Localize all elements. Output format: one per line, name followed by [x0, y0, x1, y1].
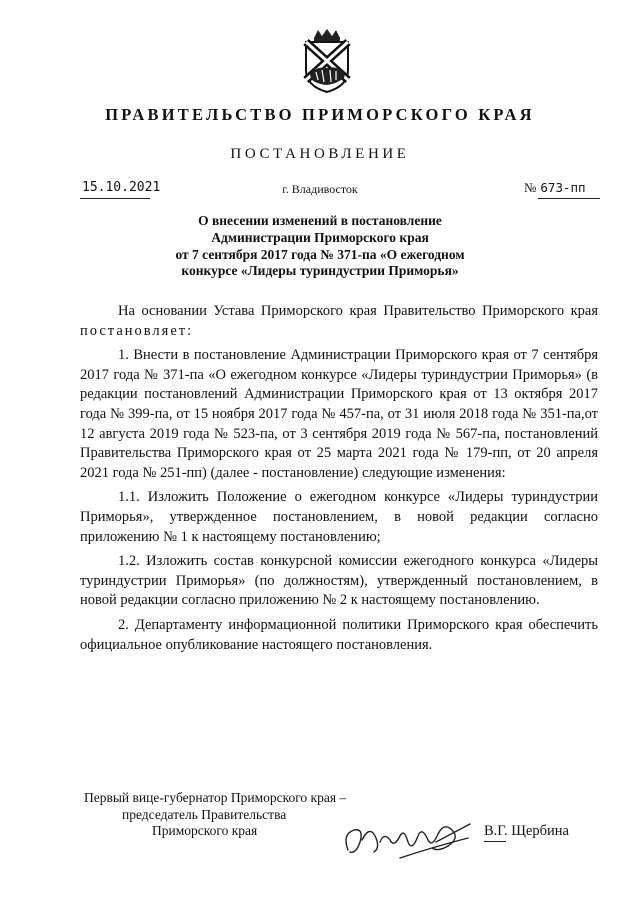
- handwritten-signature: [340, 812, 490, 872]
- paragraph-1-1: 1.1. Изложить Положение о ежегодном конкурсе «Лидеры туриндустрии Приморья», утвержденное постановлением, в новой редакции согласно приложению № 1 к настоящему постановлению;: [80, 489, 598, 545]
- document-body: [80, 302, 598, 655]
- number-value: 673-пп: [540, 180, 586, 195]
- subject-line: Администрации Приморского края: [211, 229, 429, 245]
- document-date: 15.10.2021: [82, 180, 161, 195]
- signature-dash: [484, 841, 506, 842]
- signatory-position: [84, 790, 346, 840]
- document-type: ПОСТАНОВЛЕНИЕ: [230, 146, 410, 162]
- subject-line: О внесении изменений в постановление: [198, 213, 442, 228]
- position-line: Первый вице-губернатор Приморского края –: [84, 790, 347, 805]
- document-city: г. Владивосток: [282, 182, 358, 196]
- government-title: ПРАВИТЕЛЬСТВО ПРИМОРСКОГО КРАЯ: [105, 105, 535, 124]
- paragraph-1: 1. Внести в постановление Администрации Приморского края от 7 сентября 2017 года № 371-па «О ежегодном конкурсе «Лидеры туриндустрии Приморья» (в редакции постановлений Администрации Приморского края от 13 октября 2017 года № 399-па, от 15 ноября 2017 года № 457-па, от 31 июля 2018 года № 351-па,от 12 августа 2019 года № 523-па, от 3 сентября 2019 года № 567-па, постановлений Правительства Приморского края от 25 марта 2021 года № 179-пп, от 20 апреля 2021 года № 251-пп) (далее - постановление) следующие изменения:: [80, 347, 598, 481]
- intro-spaced-word: постановляет:: [80, 322, 194, 339]
- number-underline: [538, 198, 600, 199]
- subject-line: конкурсе «Лидеры туриндустрии Приморья»: [181, 263, 459, 279]
- intro-text: На основании Устава Приморского края Правительство Приморского края: [118, 303, 598, 319]
- signatory-name: В.Г. Щербина: [484, 823, 569, 839]
- coat-of-arms-icon: [300, 28, 354, 94]
- subject-line: от 7 сентября 2017 года № 371-па «О ежегодном: [175, 246, 465, 262]
- paragraph-1-2: 1.2. Изложить состав конкурсной комиссии ежегодного конкурса «Лидеры туриндустрии Приморья» (по должностям), утвержденный постановлением, в новой редакции согласно приложению № 2 к настоящему постановлению.: [80, 553, 598, 609]
- date-underline: [80, 198, 150, 199]
- document-number: [524, 180, 586, 196]
- number-sign: №: [524, 180, 537, 195]
- paragraph-2: 2. Департаменту информационной политики Приморского края обеспечить официальное опубликование настоящего постановления.: [80, 616, 598, 653]
- intro-paragraph: [80, 302, 598, 341]
- document-subject: [100, 213, 540, 280]
- position-line: председатель Правительства: [122, 806, 287, 822]
- position-line: Приморского края: [152, 823, 258, 838]
